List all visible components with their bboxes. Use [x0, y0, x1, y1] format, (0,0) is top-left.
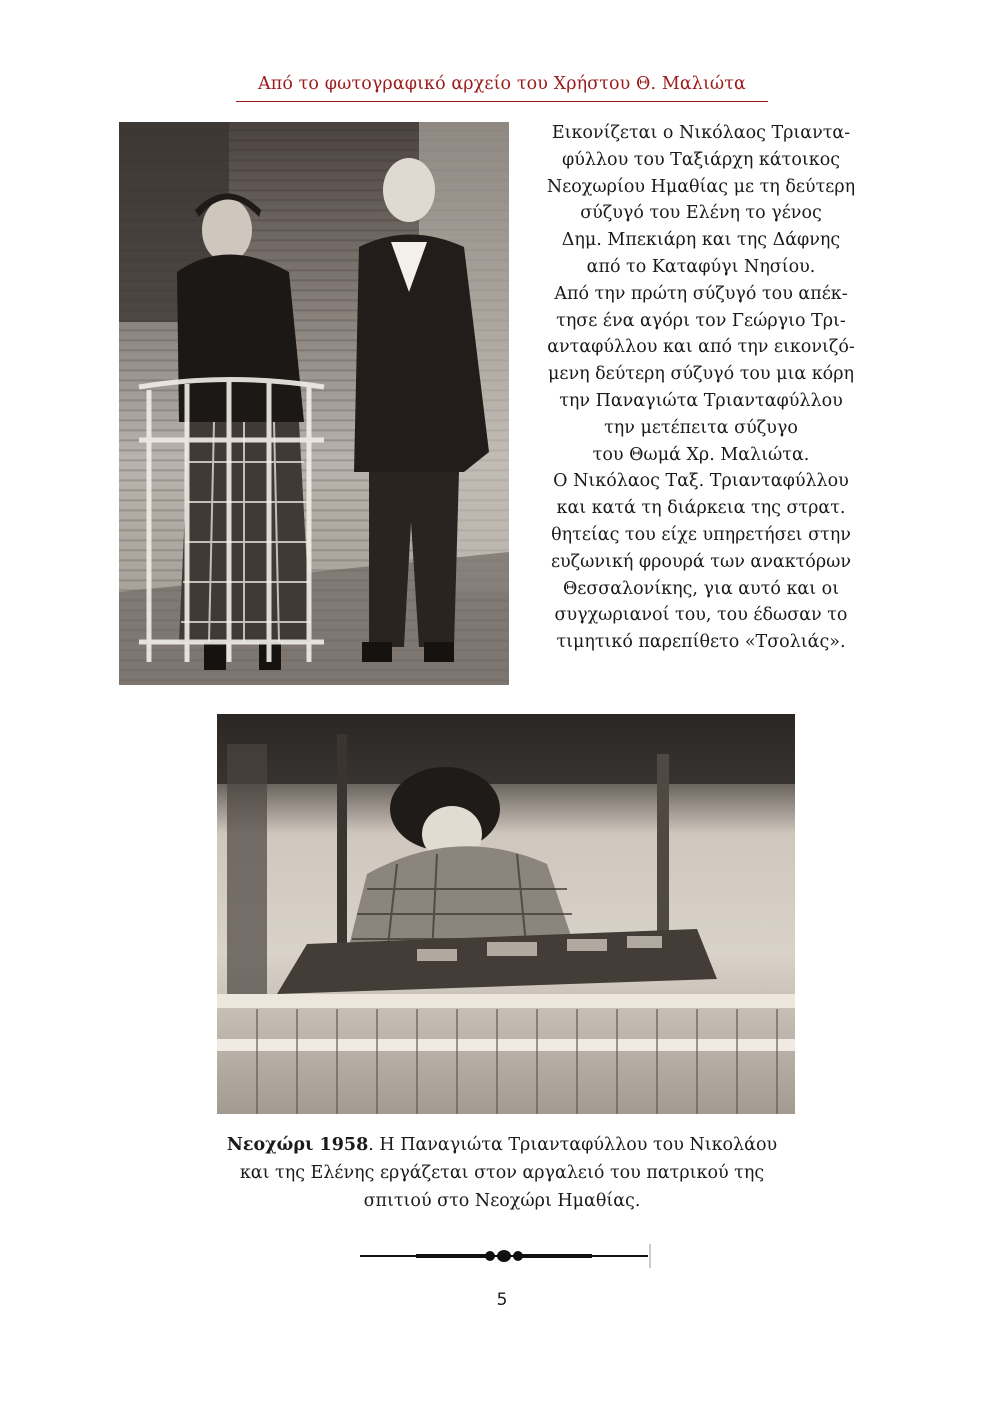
caption-line: την μετέπειτα σύζυγο [604, 417, 798, 438]
caption-line: τιμητικό παρεπίθετο «Τσολιάς». [556, 632, 846, 653]
caption-loom-line-3: σπιτιού στο Νεοχώρι Ημαθίας. [363, 1191, 641, 1211]
caption-line: συγχωριανοί του, του έδωσαν το [554, 605, 848, 626]
caption-loom-text: . Η Παναγιώτα Τριανταφύλλου του Νικολάου [368, 1135, 778, 1155]
caption-line: σύζυγό του Ελένη το γένος [580, 203, 822, 224]
page-number: 5 [496, 1290, 508, 1310]
caption-line: από το Καταφύγι Νησίου. [586, 256, 816, 277]
caption-line: Δημ. Μπεκιάρη και της Δάφνης [561, 230, 841, 251]
caption-line: ανταφύλλου και από την εικονιζό- [547, 337, 855, 358]
photo-couple-illustration [119, 122, 509, 685]
caption-line: Νεοχωρίου Ημαθίας με τη δεύτερη [546, 176, 856, 197]
caption-line: θητείας του είχε υπηρετήσει στην [551, 524, 851, 545]
caption-line: Εικονίζεται ο Νικόλαος Τριαντα- [551, 123, 851, 143]
caption-loom [100, 1131, 904, 1215]
caption-portrait [513, 120, 889, 656]
caption-loom-line-1 [100, 1131, 904, 1159]
caption-line: τησε ένα αγόρι τον Γεώργιο Τρι- [556, 310, 846, 331]
caption-line: φύλλου του Ταξιάρχη κάτοικος [561, 149, 841, 170]
photo-loom-illustration [217, 714, 795, 1114]
caption-loom-lead: Νεοχώρι 1958 [226, 1135, 369, 1155]
caption-line: του Θωμά Χρ. Μαλιώτα. [592, 444, 810, 465]
caption-line: Ο Νικόλαος Ταξ. Τριανταφύλλου [553, 471, 849, 492]
caption-line: Θεσσαλονίκης, για αυτό και οι [562, 578, 840, 599]
caption-line: ευζωνική φρουρά των ανακτόρων [550, 551, 852, 572]
caption-line: και κατά τη διάρκεια της στρατ. [556, 498, 846, 519]
caption-line: μενη δεύτερη σύζυγό του μια κόρη [548, 364, 854, 385]
photo-weaving-loom [217, 714, 795, 1114]
ornamental-divider [356, 1244, 652, 1268]
caption-loom-line-2: και της Ελένης εργάζεται στον αργαλειό του πατρικού της [239, 1163, 765, 1183]
header-underline [236, 101, 768, 102]
caption-line: την Παναγιώτα Τριανταφύλλου [559, 390, 843, 411]
photo-couple [119, 122, 509, 685]
caption-line: Από την πρώτη σύζυγό του απέκ- [554, 283, 848, 304]
page-header: Από το φωτογραφικό αρχείο του Χρήστου Θ. Μαλιώτα [258, 74, 746, 94]
